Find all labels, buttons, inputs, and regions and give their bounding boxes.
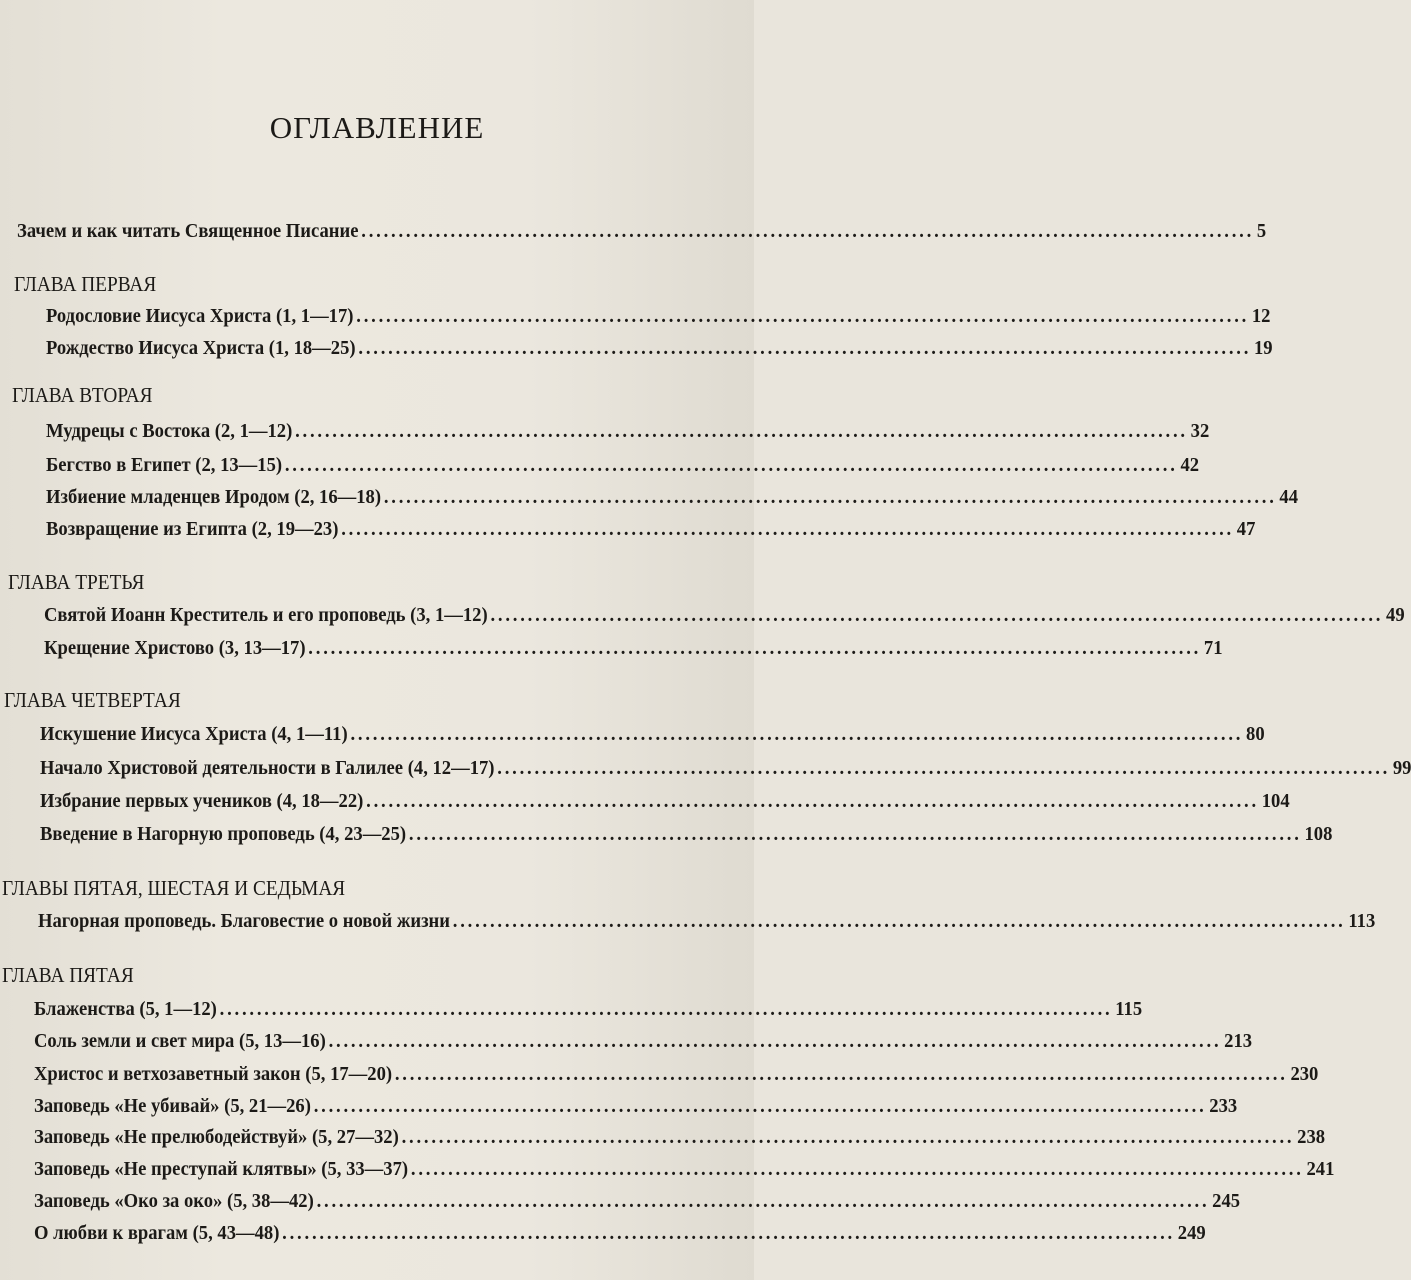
toc-page-number: 80 bbox=[1246, 723, 1265, 745]
dot-leader: ........................................................................................................................ bbox=[366, 790, 1259, 812]
toc-entry bbox=[44, 637, 1223, 671]
toc-entry-label: Родословие Иисуса Христа (1, 1—17) bbox=[46, 305, 354, 327]
toc-page-number: 32 bbox=[1190, 420, 1210, 442]
toc-entry-label: Заповедь «Око за око» (5, 38—42) bbox=[34, 1190, 314, 1212]
toc-page-number: 233 bbox=[1209, 1095, 1238, 1117]
chapter-heading: ГЛАВА ЧЕТВЕРТАЯ bbox=[4, 688, 181, 712]
toc-entry bbox=[44, 604, 1405, 638]
toc-entry bbox=[34, 1063, 1319, 1097]
toc-entry-label: Заповедь «Не преступай клятвы» (5, 33—37) bbox=[34, 1158, 409, 1180]
chapter-heading: ГЛАВЫ ПЯТАЯ, ШЕСТАЯ И СЕДЬМАЯ bbox=[2, 876, 346, 900]
dot-leader: ........................................................................................................................ bbox=[282, 1222, 1175, 1244]
toc-entry bbox=[46, 305, 1271, 339]
toc-entry bbox=[34, 1222, 1206, 1256]
dot-leader: ........................................................................................................................ bbox=[452, 910, 1346, 932]
toc-entry-label: Избрание первых учеников (4, 18—22) bbox=[40, 790, 364, 812]
toc-entry-label: Соль земли и свет мира (5, 13—16) bbox=[34, 1030, 326, 1052]
toc-page-number: 47 bbox=[1236, 518, 1256, 540]
toc-entry-label: Крещение Христово (3, 13—17) bbox=[44, 637, 306, 659]
toc-entry bbox=[46, 420, 1210, 454]
toc-page-number: 5 bbox=[1256, 220, 1267, 242]
toc-entry bbox=[34, 998, 1143, 1032]
toc-entry-label: Избиение младенцев Иродом (2, 16—18) bbox=[46, 486, 382, 508]
toc-entry bbox=[46, 337, 1273, 371]
toc-page-number: 108 bbox=[1304, 823, 1333, 845]
toc-entry bbox=[46, 454, 1200, 488]
dot-leader: ........................................................................................................................ bbox=[350, 723, 1244, 745]
dot-leader: ........................................................................................................................ bbox=[313, 1095, 1207, 1117]
toc-page-number: 71 bbox=[1203, 637, 1223, 659]
dot-leader: ........................................................................................................................ bbox=[383, 486, 1277, 508]
dot-leader: ........................................................................................................................ bbox=[361, 220, 1255, 242]
toc-page-number: 44 bbox=[1279, 486, 1299, 508]
dot-leader: ........................................................................................................................ bbox=[295, 420, 1188, 442]
toc-page-number: 241 bbox=[1306, 1158, 1335, 1180]
toc-page-number: 238 bbox=[1297, 1126, 1326, 1148]
dot-leader: ........................................................................................................................ bbox=[316, 1190, 1210, 1212]
dot-leader: ........................................................................................................................ bbox=[219, 998, 1113, 1020]
toc-entry-label: О любви к врагам (5, 43—48) bbox=[34, 1222, 280, 1244]
toc-page-number: 213 bbox=[1224, 1030, 1253, 1052]
toc-entry bbox=[34, 1126, 1326, 1160]
page-title: ОГЛАВЛЕНИЕ bbox=[269, 110, 485, 145]
toc-page-number: 230 bbox=[1290, 1063, 1319, 1085]
toc-entry-label: Заповедь «Не убивай» (5, 21—26) bbox=[34, 1095, 311, 1117]
dot-leader: ........................................................................................................................ bbox=[408, 823, 1302, 845]
chapter-heading: ГЛАВА ТРЕТЬЯ bbox=[8, 570, 145, 594]
toc-entry-label: Рождество Иисуса Христа (1, 18—25) bbox=[46, 337, 356, 359]
toc-page-number: 104 bbox=[1261, 790, 1290, 812]
toc-page-number: 99 bbox=[1392, 757, 1411, 779]
toc-page-number: 19 bbox=[1253, 337, 1273, 359]
chapter-heading: ГЛАВА ПЯТАЯ bbox=[2, 963, 134, 987]
toc-entry bbox=[40, 823, 1333, 857]
toc-page-number: 49 bbox=[1386, 604, 1405, 626]
toc-entry-label: Начало Христовой деятельности в Галилее (4, 12—17) bbox=[40, 757, 495, 779]
toc-entry bbox=[34, 1190, 1241, 1224]
chapter-heading: ГЛАВА ВТОРАЯ bbox=[12, 383, 153, 407]
toc-entry bbox=[40, 757, 1411, 791]
toc-page-number: 115 bbox=[1115, 998, 1143, 1020]
toc-entry-label: Искушение Иисуса Христа (4, 1—11) bbox=[40, 723, 348, 745]
toc-entry-label: Мудрецы с Востока (2, 1—12) bbox=[46, 420, 293, 442]
toc-entry-label: Возвращение из Египта (2, 19—23) bbox=[46, 518, 339, 540]
dot-leader: ........................................................................................................................ bbox=[410, 1158, 1304, 1180]
dot-leader: ........................................................................................................................ bbox=[497, 757, 1391, 779]
toc-entry-label: Введение в Нагорную проповедь (4, 23—25) bbox=[40, 823, 407, 845]
toc-page-number: 245 bbox=[1212, 1190, 1241, 1212]
dot-leader: ........................................................................................................................ bbox=[328, 1030, 1222, 1052]
toc-entry bbox=[40, 723, 1265, 757]
dot-leader: ........................................................................................................................ bbox=[356, 305, 1250, 327]
toc-entry-label: Христос и ветхозаветный закон (5, 17—20) bbox=[34, 1063, 393, 1085]
dot-leader: ........................................................................................................................ bbox=[341, 518, 1234, 540]
toc-page-number: 12 bbox=[1251, 305, 1271, 327]
toc-entry-label: Святой Иоанн Креститель и его проповедь (3, 1—12) bbox=[44, 604, 488, 626]
dot-leader: ........................................................................................................................ bbox=[284, 454, 1178, 476]
toc-entry bbox=[34, 1095, 1238, 1129]
toc-entry bbox=[46, 518, 1256, 552]
toc-page-number: 42 bbox=[1180, 454, 1200, 476]
chapter-heading: ГЛАВА ПЕРВАЯ bbox=[14, 272, 157, 296]
toc-entry bbox=[40, 790, 1290, 824]
dot-leader: ........................................................................................................................ bbox=[490, 604, 1384, 626]
toc-entry bbox=[38, 910, 1376, 944]
dot-leader: ........................................................................................................................ bbox=[401, 1126, 1295, 1148]
dot-leader: ........................................................................................................................ bbox=[394, 1063, 1288, 1085]
toc-entry bbox=[34, 1030, 1253, 1064]
toc-entry bbox=[46, 486, 1299, 520]
toc-entry-label: Заповедь «Не прелюбодействуй» (5, 27—32) bbox=[34, 1126, 399, 1148]
dot-leader: ........................................................................................................................ bbox=[358, 337, 1252, 359]
toc-entry-label: Зачем и как читать Священное Писание bbox=[17, 220, 359, 242]
toc-page-number: 113 bbox=[1348, 910, 1376, 932]
toc-entry bbox=[34, 1158, 1335, 1192]
toc-entry-label: Блаженства (5, 1—12) bbox=[34, 998, 217, 1020]
toc-entry-intro bbox=[17, 220, 1267, 254]
dot-leader: ........................................................................................................................ bbox=[308, 637, 1202, 659]
toc-entry-label: Бегство в Египет (2, 13—15) bbox=[46, 454, 283, 476]
toc-entry-label: Нагорная проповедь. Благовестие о новой жизни bbox=[38, 910, 450, 932]
toc-page-number: 249 bbox=[1177, 1222, 1206, 1244]
